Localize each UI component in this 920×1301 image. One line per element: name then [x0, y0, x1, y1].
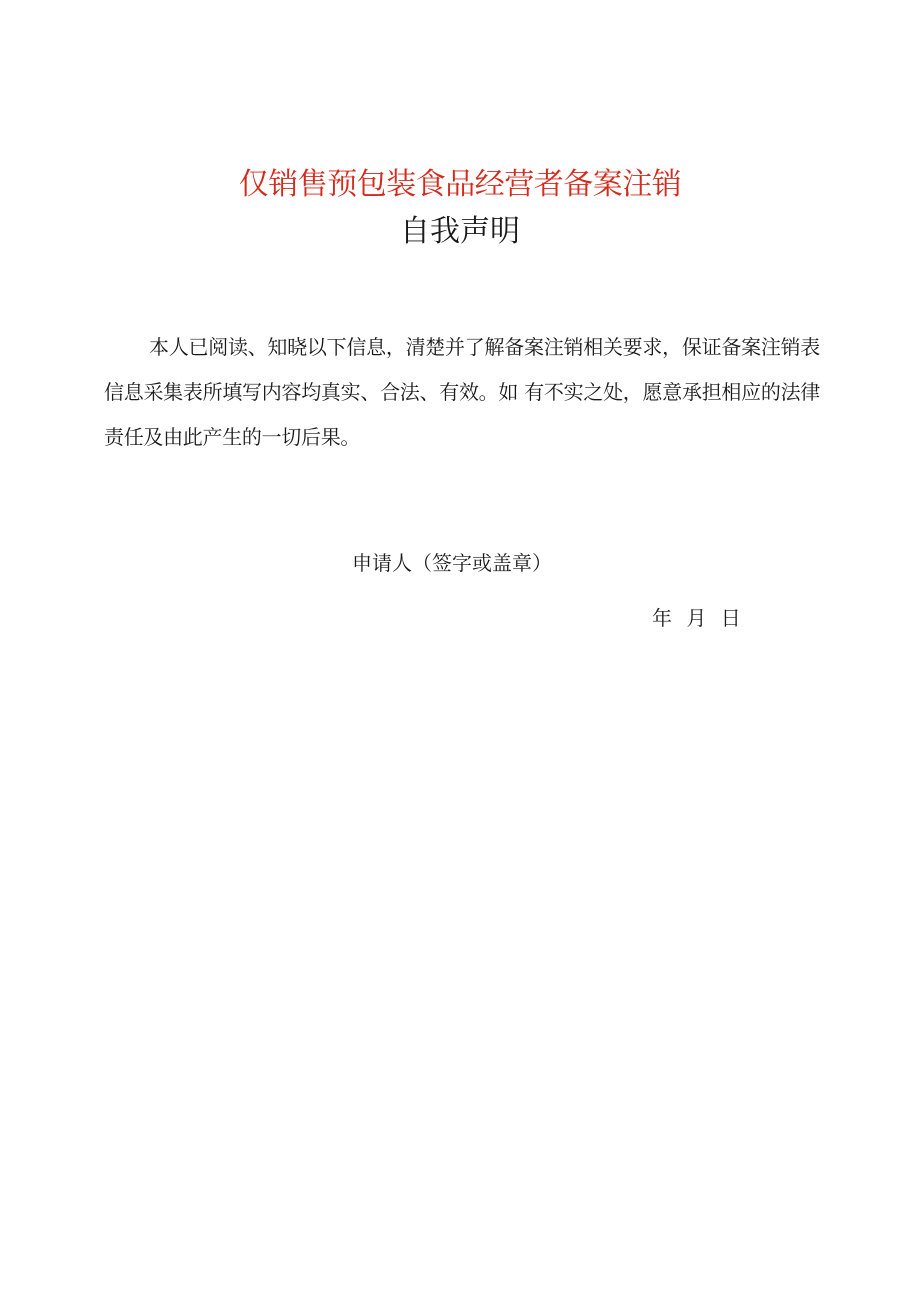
document-title: 仅销售预包装食品经营者备案注销 [238, 167, 682, 202]
date-label: 年 月 日 [652, 606, 745, 630]
document-subtitle: 自我声明 [400, 214, 520, 249]
statement-paragraph: 本人已阅读、知晓以下信息，清楚并了解备案注销相关要求，保证备案注销表信息采集表所填写内容均真实、合法、有效。如 有不实之处，愿意承担相应的法律责任及由此产生的一切后果。 [104, 335, 820, 449]
applicant-signature-label: 申请人（签字或盖章） [352, 551, 552, 575]
